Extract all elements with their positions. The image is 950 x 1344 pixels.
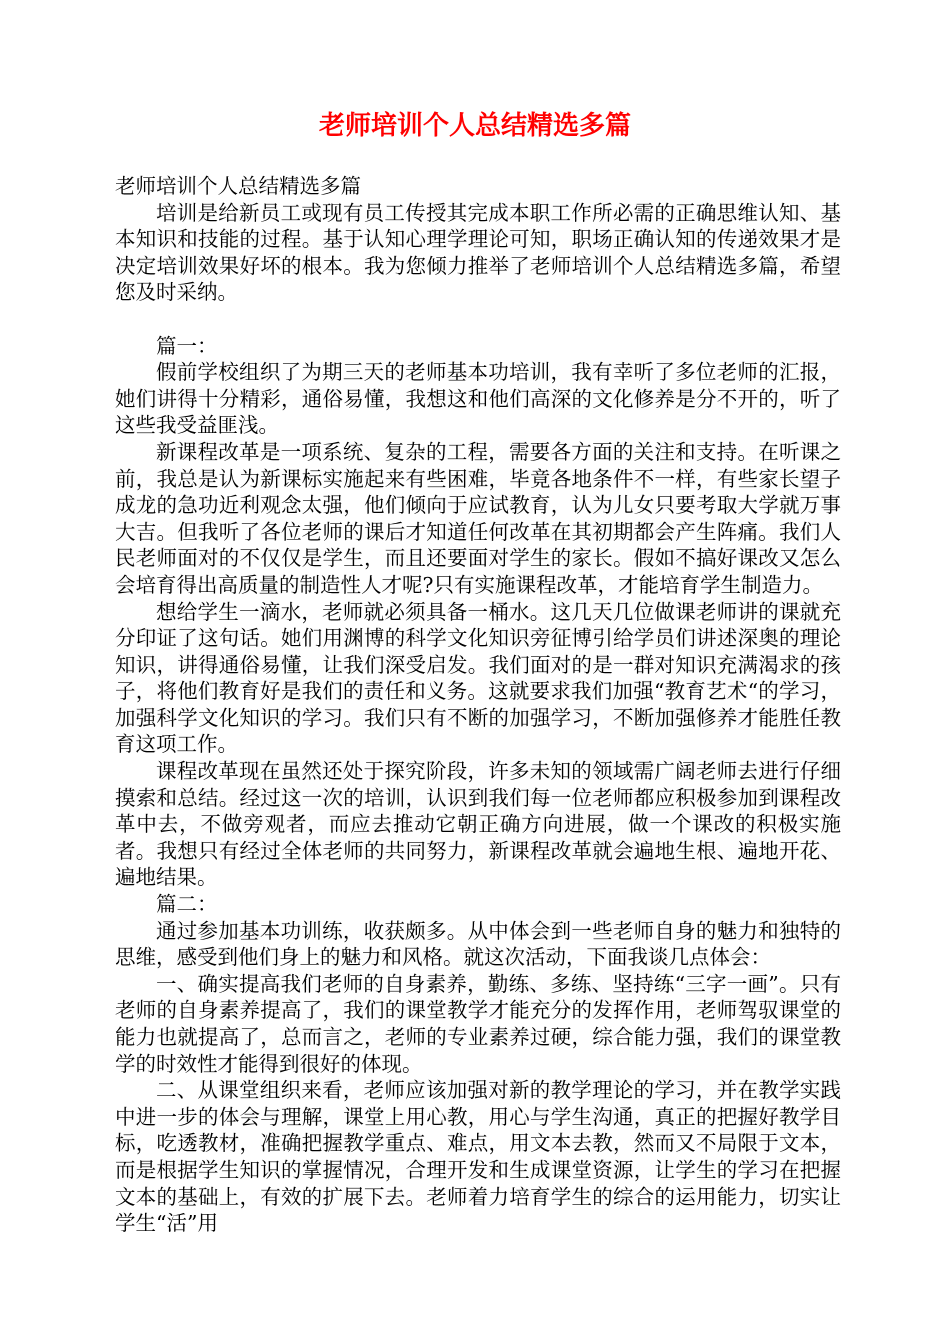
paragraph: 二、从课堂组织来看，老师应该加强对新的教学理论的学习，并在教学实践中进一步的体会与理解，课堂上用心教，用心与学生沟通，真正的把握好教学目标，吃透教材，准确把握教学重点、难点，用文本去教，然而又不局限于文本，而是根据学生知识的掌握情况，合理开发和生成课堂资源，让学生的学习在把握文本的基础上，有效的扩展下去。老师着力培育学生的综合的运用能力，切实让学生“活”用 — [115, 1078, 841, 1236]
paragraph: 想给学生一滴水，老师就必须具备一桶水。这几天几位做课老师讲的课就充分印证了这句话。她们用渊博的科学文化知识旁征博引给学员们讲述深奥的理论知识，讲得通俗易懂，让我们深受启发。我们面对的是一群对知识充满渴求的孩子，将他们教育好是我们的责任和义务。这就要求我们加强“教育艺术“的学习，加强科学文化知识的学习。我们只有不断的加强学习，不断加强修养才能胜任教育这项工作。 — [115, 599, 841, 757]
paragraph: 假前学校组织了为期三天的老师基本功培训，我有幸听了多位老师的汇报，她们讲得十分精彩，通俗易懂，我想这和他们高深的文化修养是分不开的，听了这些我受益匪浅。 — [115, 360, 841, 438]
document-subtitle: 老师培训个人总结精选多篇 — [115, 174, 361, 198]
paragraph: 课程改革现在虽然还处于探究阶段，许多未知的领域需广阔老师去进行仔细摸索和总结。经过这一次的培训，认识到我们每一位老师都应积极参加到课程改革中去，不做旁观者，而应去推动它朝正确方向进展，做一个课改的积极实施者。我想只有经过全体老师的共同努力，新课程改革就会遍地生根、遍地开花、遍地结果。 — [115, 759, 841, 890]
blank-line — [115, 306, 841, 333]
document-body — [115, 173, 841, 1237]
intro-paragraph: 培训是给新员工或现有员工传授其完成本职工作所必需的正确思维认知、基本知识和技能的过程。基于认知心理学理论可知，职场正确认知的传递效果才是决定培训效果好坏的根本。我为您倾力推举了老师培训个人总结精选多篇，希望您及时采纳。 — [115, 200, 841, 305]
section-heading-1: 篇一： — [156, 333, 218, 358]
paragraph: 新课程改革是一项系统、复杂的工程，需要各方面的关注和支持。在听课之前，我总是认为新课标实施起来有些困难，毕竟各地条件不一样，有些家长望子成龙的急功近利观念太强，他们倾向于应试教育，认为儿女只要考取大学就万事大吉。但我听了各位老师的课后才知道任何改革在其初期都会产生阵痛。我们人民老师面对的不仅仅是学生，而且还要面对学生的家长。假如不搞好课改又怎么会培育得出高质量的制造性人才呢?只有实施课程改革，才能培育学生制造力。 — [115, 439, 841, 597]
paragraph: 通过参加基本功训练，收获颇多。从中体会到一些老师自身的魅力和独特的思维，感受到他们身上的魅力和风格。就这次活动，下面我谈几点体会： — [115, 918, 841, 970]
paragraph: 一、确实提高我们老师的自身素养，勤练、多练、坚持练“三字一画”。只有老师的自身素养提高了，我们的课堂教学才能充分的发挥作用，老师驾驭课堂的能力也就提高了，总而言之，老师的专业素养过硬，综合能力强，我们的课堂教学的时效性才能得到很好的体现。 — [115, 971, 841, 1076]
section-heading-2: 篇二： — [156, 892, 218, 917]
document-title: 老师培训个人总结精选多篇 — [318, 111, 631, 141]
